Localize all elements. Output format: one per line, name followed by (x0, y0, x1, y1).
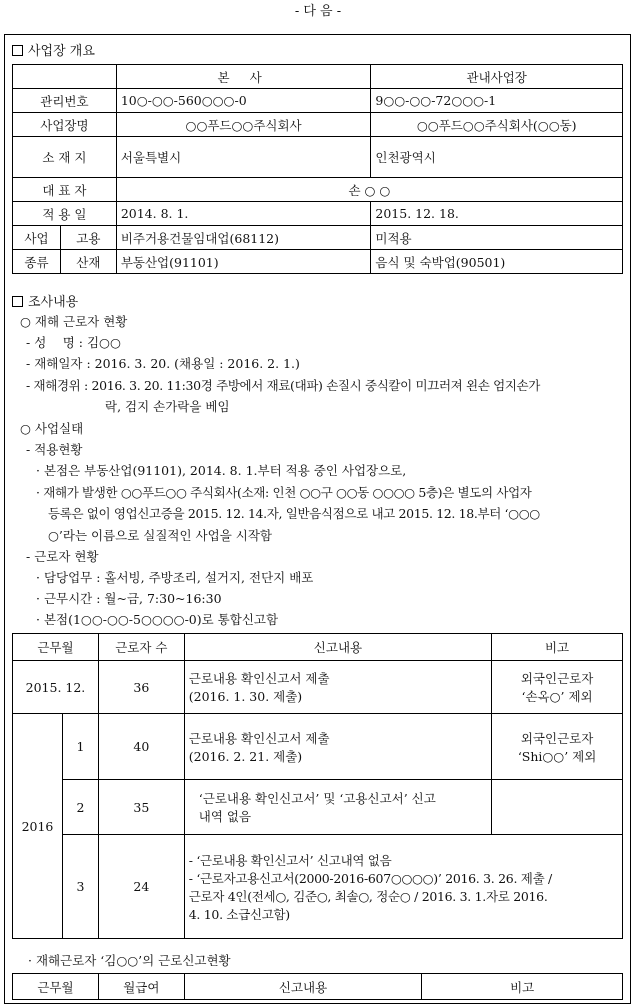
injured-worker-report-table (12, 973, 623, 1000)
section-overview-heading: 사업장 개요 (12, 40, 95, 59)
table-cell: 소 재 지 (13, 137, 117, 178)
table-cell: 적 용 일 (13, 202, 117, 226)
table-cell: 비고 (422, 974, 623, 1000)
table-cell (492, 661, 623, 714)
table-cell: 서울특별시 (116, 137, 371, 178)
cell-text-line: (2016. 1. 30. 제출) (188, 689, 303, 704)
work-hours: · 근무시간 : 월~금, 7:30~16:30 (36, 591, 222, 606)
worker-report-table (12, 633, 623, 939)
cell-text-line: 4. 10. 소급신고함) (188, 906, 290, 922)
accident-details: - 재해경위 : 2016. 3. 20. 11:30경 주방에서 재료(대파) 손질시 중식칼이 미끄러져 왼손 엄지손가 (26, 378, 541, 393)
table-cell: 3 (62, 835, 98, 939)
table-cell: 36 (98, 661, 184, 714)
table-cell: 근로자 수 (98, 634, 184, 661)
table-cell: 2015. 12. 18. (371, 202, 623, 226)
section-investigation-heading: 조사내용 (12, 291, 78, 310)
integrated-report: · 본점(1○○-○○-5○○○○-0)로 통합신고함 (36, 612, 279, 627)
coverage-line-2: · 재해가 발생한 ○○푸드○○ 주식회사(소재: 인천 ○○구 ○○동 ○○○○ 5층)은 별도의 사업자 (36, 485, 532, 500)
worker-name: - 성 명 : 김○○ (26, 335, 121, 350)
table-cell: 1 (62, 714, 98, 780)
table-cell: 10○-○○-560○○○-0 (116, 89, 371, 113)
table-cell: 종류 (13, 250, 61, 274)
table-cell: 2 (62, 780, 98, 835)
table-cell: 음식 및 숙박업(90501) (371, 250, 623, 274)
table-cell: 2016 (13, 714, 63, 939)
table-cell: 40 (98, 714, 184, 780)
table-cell (184, 714, 491, 780)
table-cell: 월급여 (98, 974, 184, 1000)
coverage-heading: - 적용현황 (26, 442, 83, 457)
cell-text-line: 근로내용 확인신고서 제출 (188, 671, 330, 686)
table-cell (492, 714, 623, 780)
cell-text-line: 내역 없음 (198, 809, 252, 824)
coverage-line-2-cont: 등록은 없이 영업신고증을 2015. 12. 14.자, 일반음식점으로 내고 2015. 12. 18.부터 ‘○○○ (48, 506, 540, 521)
accident-details-cont: 락, 검지 손가락을 베임 (105, 399, 230, 414)
table-cell: 본 사 (116, 65, 371, 89)
table-cell: 9○○-○○-72○○○-1 (371, 89, 623, 113)
table-cell: ○○푸드○○주식회사(○○동) (371, 113, 623, 137)
table-cell: 비고 (492, 634, 623, 661)
cell-text-line: 근로내용 확인신고서 제출 (188, 730, 330, 746)
table-cell: 대 표 자 (13, 178, 117, 202)
table-cell (184, 780, 491, 835)
table-cell (13, 65, 117, 89)
cell-text-line: 외국인근로자 (520, 671, 594, 686)
worker-status-heading: - 근로자 현황 (26, 549, 99, 564)
cell-text-line: ‘손옥○’ 제외 (521, 689, 593, 704)
injured-worker-report-heading: · 재해근로자 ‘김○○’의 근로신고현황 (28, 953, 231, 968)
table-cell (184, 835, 622, 939)
business-status-heading: ○ 사업실태 (20, 421, 84, 436)
table-cell: 관내사업장 (371, 65, 623, 89)
table-cell: 신고내용 (184, 634, 491, 661)
table-cell: ○○푸드○○주식회사 (116, 113, 371, 137)
table-cell: 35 (98, 780, 184, 835)
table-cell: 산재 (60, 250, 116, 274)
table-cell: 2015. 12. (13, 661, 99, 714)
table-cell (184, 661, 491, 714)
table-cell: 사업 (13, 226, 61, 250)
page-title: - 다 음 - (294, 4, 342, 19)
table-cell: 관리번호 (13, 89, 117, 113)
table-cell: 고용 (60, 226, 116, 250)
cell-text-line: - ‘근로자고용신고서(2000-2016-607○○○○)’ 2016. 3. 26. 제출 / (188, 870, 552, 886)
table-cell: 2014. 8. 1. (116, 202, 371, 226)
overview-table (12, 64, 623, 274)
table-cell: 비주거용건물임대업(68112) (116, 226, 371, 250)
table-cell: 근무월 (13, 634, 99, 661)
injured-worker-heading: ○ 재해 근로자 현황 (20, 314, 128, 329)
accident-date: - 재해일자 : 2016. 3. 20. (채용일 : 2016. 2. 1.) (26, 356, 300, 371)
cell-text-line: 근로자 4인(전세○, 김준○, 최솔○, 정순○ / 2016. 3. 1.자로 2016. (188, 888, 548, 904)
table-cell: 근무월 (13, 974, 99, 1000)
table-cell: 사업장명 (13, 113, 117, 137)
coverage-line-2-end: ○’라는 이름으로 실질적인 사업을 시작함 (48, 528, 272, 543)
table-cell: 부동산업(91101) (116, 250, 371, 274)
coverage-line-1: · 본점은 부동산업(91101), 2014. 8. 1.부터 적용 중인 사업장으로, (36, 463, 407, 478)
table-cell (492, 780, 623, 835)
job-duties: · 담당업무 : 홀서빙, 주방조리, 설거지, 전단지 배포 (36, 570, 314, 585)
table-cell: 24 (98, 835, 184, 939)
cell-text-line: ‘근로내용 확인신고서’ 및 ‘고용신고서’ 신고 (198, 791, 436, 806)
cell-text-line: - ‘근로내용 확인신고서’ 신고내역 없음 (188, 852, 392, 868)
cell-text-line: ‘Shi○○’ 제외 (517, 748, 597, 764)
cell-text-line: (2016. 2. 21. 제출) (188, 748, 303, 764)
table-cell: 손 ○ ○ (116, 178, 622, 202)
table-cell: 인천광역시 (371, 137, 623, 178)
table-cell: 신고내용 (184, 974, 422, 1000)
table-cell: 미적용 (371, 226, 623, 250)
cell-text-line: 외국인근로자 (520, 730, 594, 746)
